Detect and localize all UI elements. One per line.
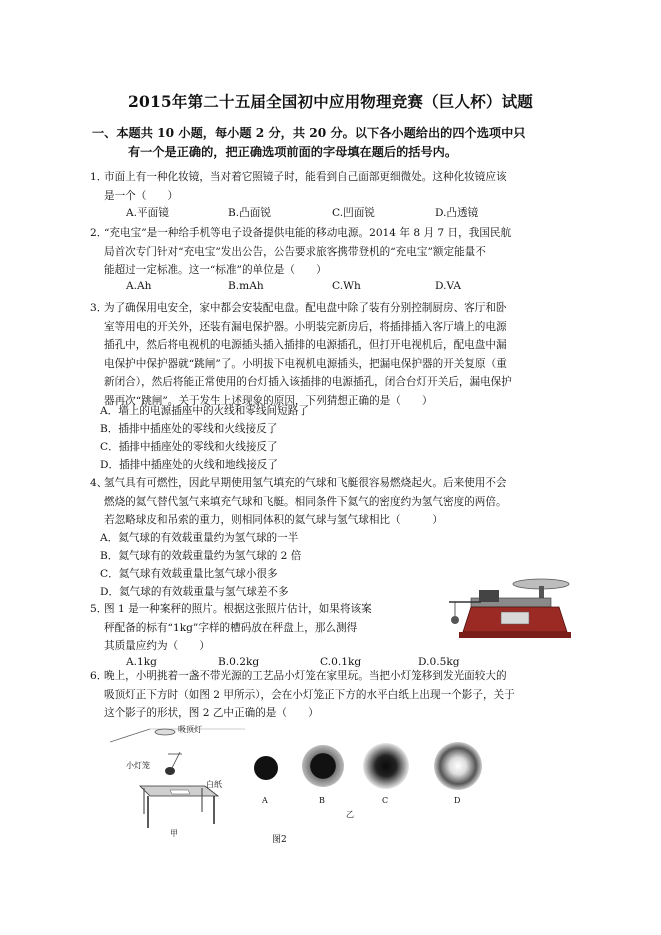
question-number: 4、 <box>90 477 108 489</box>
section-line-2: 有一个是正确的，把正确选项前面的字母填在题后的括号内。 <box>128 145 458 159</box>
shadow-label-c: C <box>382 796 389 805</box>
room-diagram <box>110 724 245 839</box>
option-b: B．氦气球有的效载重量约为氢气球的 2 倍 <box>100 550 302 562</box>
option-a: A．墙上的电源插座中的火线和零线间短路了 <box>100 405 309 417</box>
option-b: B．插排中插座处的零线和火线接反了 <box>100 423 278 435</box>
question-line: 器再次“跳闸”。关于发生上述现象的原因，下列猜想正确的是（ ） <box>104 394 433 407</box>
question-line: 吸顶灯正下方时（如图 2 甲所示），会在小灯笼正下方的水平白纸上出现一个影子，关于 <box>104 688 515 701</box>
option-d: D．氦气球的有效载重量与氢气球差不多 <box>100 586 289 598</box>
question-number: 2． <box>90 227 108 239</box>
label-ceiling-lamp: 吸顶灯 <box>178 725 202 734</box>
shadow-label-d: D <box>454 796 461 805</box>
question-number: 6． <box>90 670 108 682</box>
option-d: D.凸透镜 <box>435 207 479 219</box>
question-number: 3． <box>90 302 108 314</box>
question-line: 氢气具有可燃性，因此早期使用氢气填充的气球和飞艇很容易燃烧起火。后来使用不会 <box>104 477 507 489</box>
shadow-options-diagram <box>253 733 493 823</box>
label-yi: 乙 <box>346 810 354 819</box>
option-b: B.凸面锐 <box>228 207 271 219</box>
option-d: D.0.5kg <box>418 656 460 668</box>
label-lantern: 小灯笼 <box>126 761 150 770</box>
question-6 <box>90 667 582 723</box>
option-b: B.mAh <box>228 280 264 292</box>
question-number: 5． <box>90 603 108 615</box>
shadow-label-b: B <box>319 796 325 805</box>
question-line: 图 1 是一种案秤的照片。根据这张照片估计，如果将该案 <box>104 603 372 615</box>
figure-2-yi <box>253 733 493 823</box>
question-1 <box>90 168 582 205</box>
option-d: D．插排中插座处的火线和地线接反了 <box>100 459 278 471</box>
options-q2 <box>126 280 586 298</box>
option-c: C.Wh <box>332 280 361 292</box>
question-2 <box>90 224 582 280</box>
figure-2-jia <box>110 724 245 839</box>
question-line: 室等用电的开关外，还装有漏电保护器。小明装完新房后，将插排插入客厅墙上的电源 <box>104 320 507 333</box>
question-line: 这个影子的形状，图 2 乙中正确的是（ ） <box>104 707 319 720</box>
figure-2-caption: 图2 <box>272 835 287 845</box>
section-instruction <box>92 124 580 162</box>
label-jia: 甲 <box>170 829 178 838</box>
option-c: C．插排中插座处的零线和火线接反了 <box>100 441 278 453</box>
question-line: 能超过一定标准。这一“标准”的单位是（ ） <box>104 264 327 277</box>
label-white-paper: 白纸 <box>206 780 222 789</box>
question-line: “充电宝”是一种给手机等电子设备提供电能的移动电源。2014 年 8 月 7 日，我国民航 <box>104 227 512 239</box>
shadow-c <box>363 743 409 789</box>
shadow-label-a: A <box>262 796 268 805</box>
option-a: A．氦气球的有效载重量约为氢气球的一半 <box>100 532 299 544</box>
question-4 <box>90 474 582 530</box>
question-line: 电保护中保护器就“跳闸”了。小明拔下电视机电源插头，把漏电保护器的开关复原（重 <box>104 357 507 370</box>
question-line: 若忽略球皮和吊索的重力，则相同体积的氦气球与氢气球相比（ ） <box>104 514 443 527</box>
option-a: A.平面镜 <box>126 207 169 219</box>
question-line: 秤配备的标有“1kg”字样的槽码放在秤盘上，那么测得 <box>104 621 358 634</box>
question-line: 插孔中，然后将电视机的电源插头插入插排的电源插孔，但打开电视机后，配电盘中漏 <box>104 339 507 352</box>
question-line: 为了确保用电安全，家中都会安装配电盘。配电盘中除了装有分别控制厨房、客厅和卧 <box>104 302 507 314</box>
question-line: 局首次专门针对“充电宝”发出公告，公告要求旅客携带登机的“充电宝”额定能量不 <box>104 245 486 258</box>
shadow-a <box>254 756 278 780</box>
question-line: 其质量应约为（ ） <box>104 640 210 653</box>
option-b: B.0.2kg <box>218 656 260 668</box>
question-line: 新闭合），然后将能正常使用的台灯插入该插排的电源插孔，闭合台灯开关后，漏电保护 <box>104 376 512 389</box>
page-title: 2015年第二十五届全国初中应用物理竞赛（巨人杯）试题 <box>127 92 534 111</box>
option-a: A.Ah <box>126 280 152 292</box>
option-d: D.VA <box>435 280 462 292</box>
question-line: 燃烧的氦气替代氢气来填充气球和飞艇。相同条件下氦气的密度约为氢气密度的两倍。 <box>104 495 507 508</box>
question-number: 1． <box>90 171 108 183</box>
option-c: C.0.1kg <box>320 656 362 668</box>
option-c: C．氦气球有效载重量比氢气球小很多 <box>100 568 278 580</box>
option-a: A.1kg <box>126 656 157 668</box>
section-line-1: 一、本题共 10 小题，每小题 2 分，共 20 分。以下各小题给出的四个选项中只 <box>92 126 526 140</box>
question-5 <box>90 600 434 656</box>
option-c: C.凹面锐 <box>332 207 375 219</box>
question-line: 市面上有一种化妆镜，当对着它照镜子时，能看到自己面部更细微处。这种化妆镜应该 <box>104 171 507 183</box>
shadow-d <box>434 742 482 790</box>
question-line: 晚上，小明挑着一盏不带光源的工艺品小灯笼在家里玩。当把小灯笼移到发光面较大的 <box>104 670 507 682</box>
options-q1 <box>126 205 586 223</box>
scale-figure <box>441 572 581 644</box>
question-line: 是一个（ ） <box>104 189 179 202</box>
shadow-b <box>302 745 344 787</box>
